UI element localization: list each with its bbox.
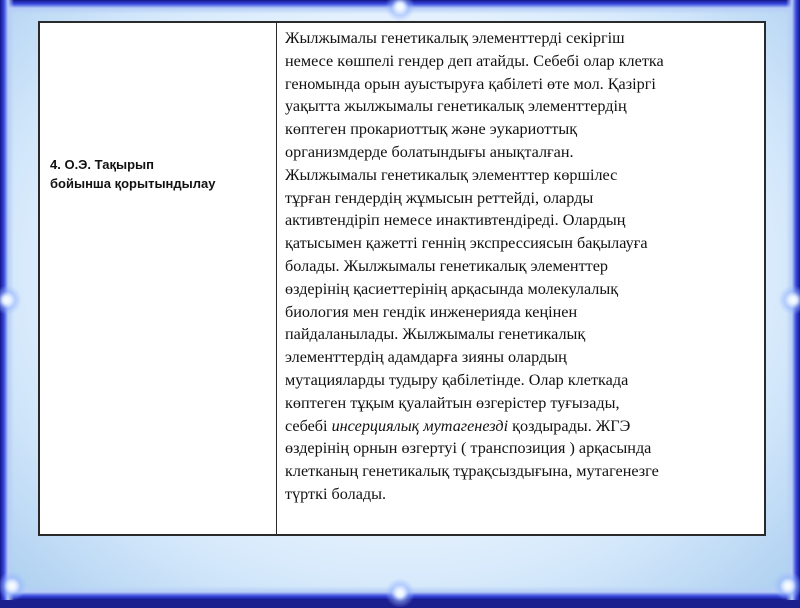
text-line: биология мен гендік инженерияда кеңінен [285,302,578,321]
text-line: түрткі болады. [285,484,387,503]
content-table [38,21,766,536]
text-line: көптеген прокариоттық және эукариоттық [285,120,578,139]
sparkle-decoration [773,571,800,601]
text-line: геномында орын ауыстыруға қабілеті өте мол. Қазіргі [285,74,656,93]
text-line: уақытта жылжымалы генетикалық элементтердің [285,97,627,116]
text-line: Жылжымалы генетикалық элементтер көршілес [285,165,618,184]
topic-cell [39,22,277,535]
text-line: клетканың генетикалық тұрақсыздығына, мутагенезге [285,462,659,481]
text-fragment: қоздырады. ЖГЭ [508,416,631,435]
topic-label: 4. О.Э. Тақырып бойынша қорытындылау [50,157,216,191]
sparkle-decoration [385,578,415,608]
text-fragment: себебі [285,416,332,435]
sparkle-decoration [0,285,22,315]
sparkle-decoration [0,571,27,601]
sparkle-decoration [385,0,415,22]
italic-term: инсерциялық мутагенезді [331,416,509,435]
text-line: немесе көшпелі гендер деп атайды. Себебі олар клетка [285,51,664,70]
text-line: организмдерде болатындығы анықталған. [285,142,574,161]
text-line: қатысымен қажетті геннің экспрессиясын бақылауға [285,234,648,253]
text-line: болады. Жылжымалы генетикалық элементтер [285,256,609,275]
text-line: пайдаланылады. Жылжымалы генетикалық [285,325,586,344]
text-line: өздерінің орнын өзгертуі ( транспозиция ) арқасында [285,439,652,458]
text-line: активтендіріп немесе инактивтендіреді. Олардың [285,211,626,230]
text-line: көптеген тұқым қуалайтын өзгерістер туғызады, [285,393,620,412]
text-line: мутацияларды тудыру қабілетінде. Олар клеткада [285,370,629,389]
text-line: Жылжымалы генетикалық элементтерді секіргіш [285,29,625,47]
conclusion-text [277,23,764,506]
text-line: өздерінің қасиеттерінің арқасында молекулалық [285,279,619,298]
conclusion-cell [277,22,766,535]
text-line-with-italic [285,415,758,438]
sparkle-decoration [778,285,800,315]
table-row [39,22,765,535]
text-line: тұрған гендердің жұмысын реттейді, оларды [285,188,594,207]
text-line: элементтердің адамдарға зияны олардың [285,348,567,367]
